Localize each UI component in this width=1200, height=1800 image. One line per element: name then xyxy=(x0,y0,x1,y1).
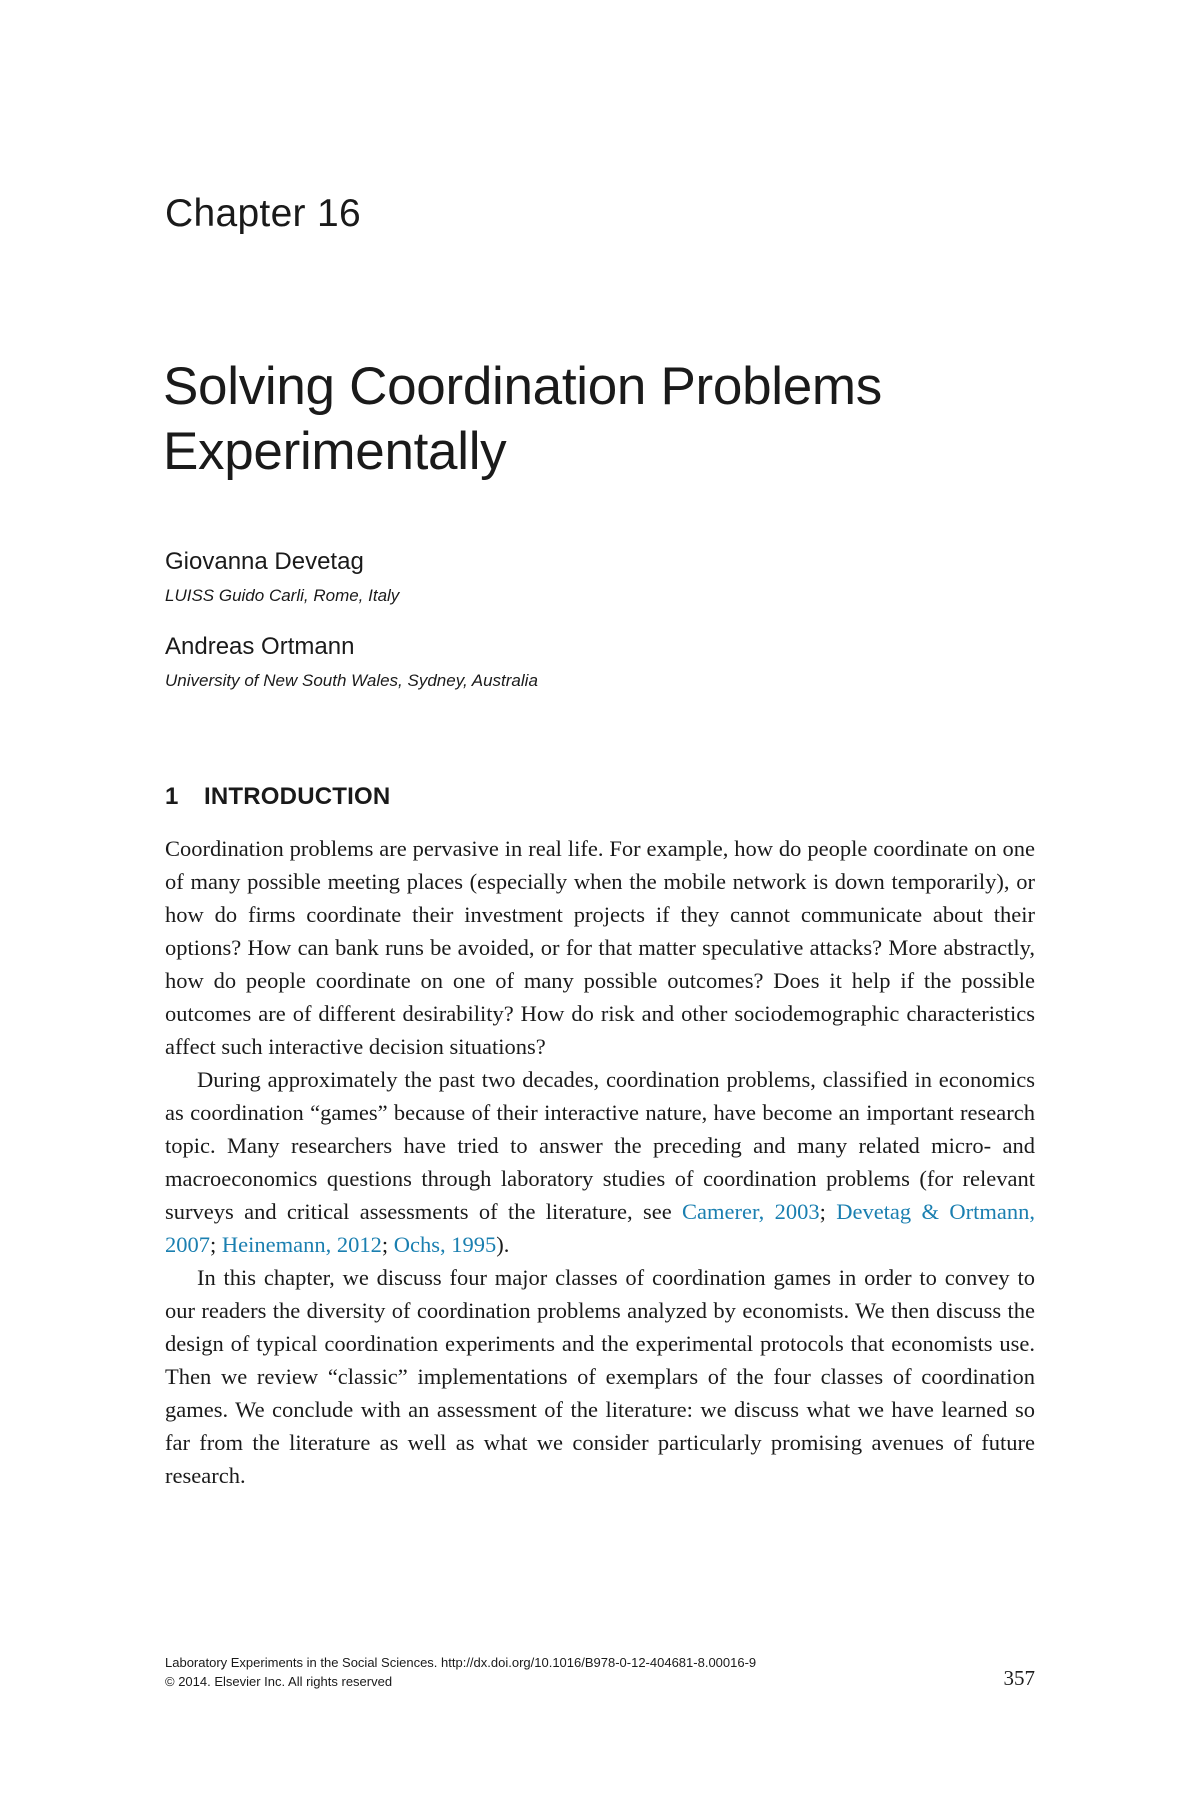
author-affiliation: LUISS Guido Carli, Rome, Italy xyxy=(165,586,400,605)
author-name: Andreas Ortmann xyxy=(165,633,355,660)
paragraph-3: In this chapter, we discuss four major classes of coordination games in order to convey to our readers the diversity of coordination problems analyzed by economists. We then discuss the design of typical coordination experiments and the experimental protocols that economists use. Then we review “classic” implementations of exemplars of the four classes of coordination games. We conclude with an assessment of the literature: we discuss what we have learned so far from the literature as well as what we consider particularly promising avenues of future research. xyxy=(165,1265,1035,1488)
author-block-1 xyxy=(165,548,399,606)
author-name: Giovanna Devetag xyxy=(165,548,364,575)
section-number: 1 xyxy=(165,783,179,810)
section-heading xyxy=(165,783,390,811)
paragraph-2-text: During approximately the past two decades, coordination problems, classified in economics as coordination “games” because of their interactive nature, have become an important research topic. Many researchers have tried to answer the preceding and many related micro- and macroeconomics questions through laboratory studies of coordination problems (for relevant surveys and critical assessments of the literature, see xyxy=(165,1067,1035,1224)
paragraph-2-end: ). xyxy=(496,1232,510,1257)
page-number: 357 xyxy=(1003,1666,1035,1690)
chapter-label: Chapter 16 xyxy=(165,192,361,235)
citation-link-heinemann[interactable]: Heinemann, 2012 xyxy=(221,1232,382,1257)
footer-doi: Laboratory Experiments in the Social Sciences. http://dx.doi.org/10.1016/B978-0-12-404681-8.00016-9 xyxy=(165,1655,757,1670)
paragraph-1: Coordination problems are pervasive in real life. For example, how do people coordinate on one of many possible meeting places (especially when the mobile network is down temporarily), or how do firms coordinate their investment projects if they cannot communicate about their options? How can bank runs be avoided, or for that matter speculative attacks? More abstractly, how do people coordinate on one of many possible outcomes? Does it help if the possible outcomes are of different desirability? How do risk and other sociodemographic characteristics affect such interactive decision situations? xyxy=(165,836,1035,1059)
citation-link-camerer[interactable]: Camerer, 2003 xyxy=(682,1199,820,1224)
paragraph-2 xyxy=(165,1063,1035,1261)
citation-separator: ; xyxy=(381,1232,394,1257)
citation-link-ochs[interactable]: Ochs, 1995 xyxy=(393,1232,497,1257)
citation-separator: ; xyxy=(819,1199,837,1224)
author-affiliation: University of New South Wales, Sydney, Australia xyxy=(165,671,538,690)
footer-copyright: © 2014. Elsevier Inc. All rights reserved xyxy=(165,1674,393,1689)
section-title: INTRODUCTION xyxy=(204,783,391,810)
citation-link-devetag-ortmann[interactable]: Devetag & Ortmann, 2007 xyxy=(165,1199,1035,1257)
chapter-title: Solving Coordination Problems Experimentally xyxy=(163,357,882,481)
author-block-2 xyxy=(165,633,538,691)
citation-separator: ; xyxy=(210,1232,222,1257)
footer-source xyxy=(165,1653,756,1691)
body-text xyxy=(165,832,1035,1492)
